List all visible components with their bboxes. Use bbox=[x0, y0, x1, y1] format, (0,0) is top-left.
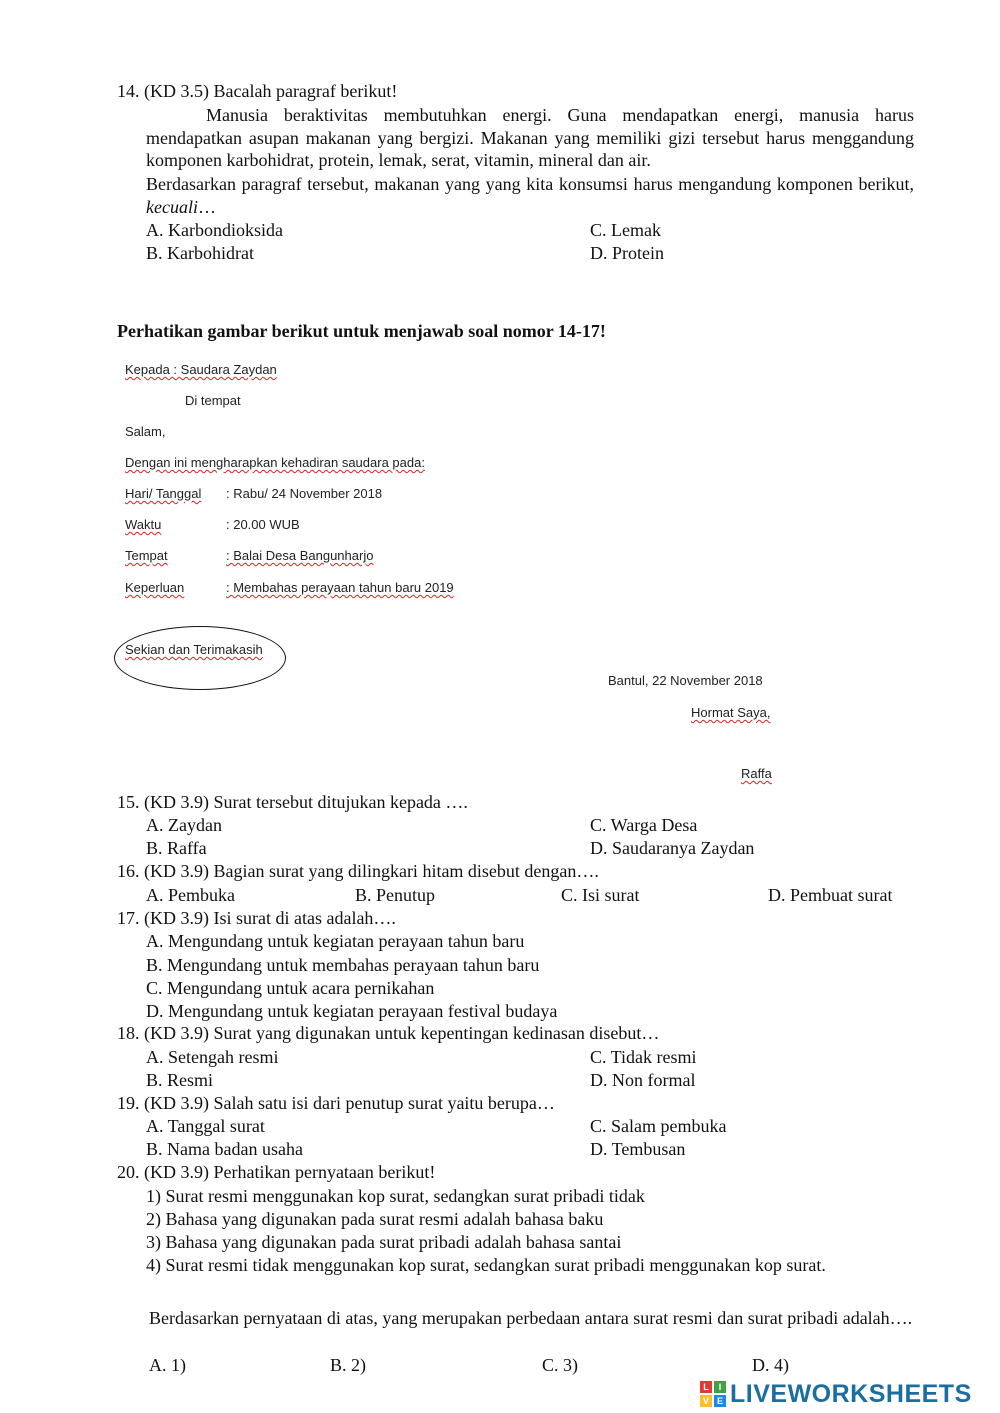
q15-option-b[interactable]: B. Raffa bbox=[146, 838, 207, 858]
q18-option-c[interactable]: C. Tidak resmi bbox=[590, 1047, 697, 1067]
q20-option-a[interactable]: A. 1) bbox=[149, 1355, 186, 1375]
letter-tempat-label: Tempat bbox=[125, 548, 168, 563]
letter-waktu-label: Waktu bbox=[125, 517, 162, 532]
q16-option-b[interactable]: B. Penutup bbox=[355, 885, 436, 905]
liveworksheets-logo bbox=[700, 1379, 972, 1409]
closing-circle bbox=[114, 626, 286, 690]
q19-option-a[interactable]: A. Tanggal surat bbox=[146, 1116, 265, 1136]
logo-tile: L bbox=[700, 1381, 712, 1393]
q14-option-b[interactable]: B. Karbohidrat bbox=[146, 243, 254, 263]
q14-kecuali: kecuali bbox=[146, 196, 198, 217]
letter-signature: Raffa bbox=[741, 766, 772, 781]
letter-waktu-value: : 20.00 WUB bbox=[226, 517, 300, 532]
q14-option-a[interactable]: A. Karbondioksida bbox=[146, 220, 283, 240]
letter-di-tempat: Di tempat bbox=[185, 393, 241, 408]
letter-closing: Sekian dan Terimakasih bbox=[125, 642, 263, 657]
q15-option-d[interactable]: D. Saudaranya Zaydan bbox=[590, 838, 755, 858]
letter-tempat-value: : Balai Desa Bangunharjo bbox=[226, 548, 374, 563]
q16-option-a[interactable]: A. Pembuka bbox=[146, 885, 235, 905]
logo-tile: E bbox=[714, 1395, 726, 1407]
letter-keperluan-label: Keperluan bbox=[125, 580, 185, 595]
q20-statement-3: 3) Bahasa yang digunakan pada surat pribadi adalah bahasa santai bbox=[146, 1232, 622, 1252]
q14-paragraph: Manusia beraktivitas membutuhkan energi. Guna mendapatkan energi, manusia harus mendapatkan asupan makanan yang bergizi. Makanan yang memiliki gizi tersebut harus menggandung komponen karbohidrat, protein, lemak, serat, vitamin, mineral dan air. bbox=[146, 105, 914, 170]
q14-option-c[interactable]: C. Lemak bbox=[590, 220, 661, 240]
q19-option-c[interactable]: C. Salam pembuka bbox=[590, 1116, 727, 1136]
instruction: Perhatikan gambar berikut untuk menjawab soal nomor 14-17! bbox=[117, 321, 606, 341]
q20-header: 20. (KD 3.9) Perhatikan pernyataan berikut! bbox=[117, 1162, 436, 1182]
letter-place-date: Bantul, 22 November 2018 bbox=[608, 673, 763, 688]
q15-option-c[interactable]: C. Warga Desa bbox=[590, 815, 698, 835]
letter-keperluan-value: : Membahas perayaan tahun baru 2019 bbox=[226, 580, 454, 595]
q17-option-b[interactable]: B. Mengundang untuk membahas perayaan tahun baru bbox=[146, 955, 540, 975]
q18-option-b[interactable]: B. Resmi bbox=[146, 1070, 214, 1090]
q20-statement-1: 1) Surat resmi menggunakan kop surat, sedangkan surat pribadi tidak bbox=[146, 1186, 645, 1206]
letter-kepada: Kepada : Saudara Zaydan bbox=[125, 362, 277, 377]
q14-header: 14. (KD 3.5) Bacalah paragraf berikut! bbox=[117, 81, 398, 101]
letter-hari-label: Hari/ Tanggal bbox=[125, 486, 202, 501]
q17-header: 17. (KD 3.9) Isi surat di atas adalah…. bbox=[117, 908, 396, 928]
q18-header: 18. (KD 3.9) Surat yang digunakan untuk kepentingan kedinasan disebut… bbox=[117, 1023, 660, 1043]
letter-salam: Salam, bbox=[125, 424, 166, 439]
letter-hari-value: : Rabu/ 24 November 2018 bbox=[226, 486, 383, 501]
q19-option-b[interactable]: B. Nama badan usaha bbox=[146, 1139, 303, 1159]
q19-header: 19. (KD 3.9) Salah satu isi dari penutup surat yaitu berupa… bbox=[117, 1093, 555, 1113]
q16-header: 16. (KD 3.9) Bagian surat yang dilingkari hitam disebut dengan…. bbox=[117, 861, 599, 881]
q17-option-a[interactable]: A. Mengundang untuk kegiatan perayaan tahun baru bbox=[146, 931, 525, 951]
q16-option-c[interactable]: C. Isi surat bbox=[561, 885, 640, 905]
logo-tile: I bbox=[714, 1381, 726, 1393]
q17-option-d[interactable]: D. Mengundang untuk kegiatan perayaan festival budaya bbox=[146, 1001, 558, 1021]
letter-intro: Dengan ini mengharapkan kehadiran saudara pada: bbox=[125, 455, 425, 470]
q18-option-d[interactable]: D. Non formal bbox=[590, 1070, 696, 1090]
q15-option-a[interactable]: A. Zaydan bbox=[146, 815, 222, 835]
q20-option-d[interactable]: D. 4) bbox=[752, 1355, 789, 1375]
q14-option-d[interactable]: D. Protein bbox=[590, 243, 664, 263]
q18-option-a[interactable]: A. Setengah resmi bbox=[146, 1047, 279, 1067]
logo-text: LIVEWORKSHEETS bbox=[730, 1379, 972, 1408]
q20-statement-4: 4) Surat resmi tidak menggunakan kop surat, sedangkan surat pribadi menggunakan kop surat. bbox=[146, 1255, 826, 1275]
q20-question: Berdasarkan pernyataan di atas, yang merupakan perbedaan antara surat resmi dan surat pribadi adalah…. bbox=[149, 1308, 913, 1328]
logo-tiles-icon bbox=[700, 1381, 726, 1407]
q20-statement-2: 2) Bahasa yang digunakan pada surat resmi adalah bahasa baku bbox=[146, 1209, 604, 1229]
q19-option-d[interactable]: D. Tembusan bbox=[590, 1139, 686, 1159]
q20-option-b[interactable]: B. 2) bbox=[330, 1355, 366, 1375]
q15-header: 15. (KD 3.9) Surat tersebut ditujukan kepada …. bbox=[117, 792, 468, 812]
logo-tile: V bbox=[700, 1395, 712, 1407]
q17-option-c[interactable]: C. Mengundang untuk acara pernikahan bbox=[146, 978, 435, 998]
q16-option-d[interactable]: D. Pembuat surat bbox=[768, 885, 893, 905]
q20-option-c[interactable]: C. 3) bbox=[542, 1355, 578, 1375]
letter-hormat: Hormat Saya, bbox=[691, 705, 771, 720]
q14-question: Berdasarkan paragraf tersebut, makanan yang yang kita konsumsi harus mengandung komponen berikut, kecuali… bbox=[146, 174, 914, 217]
